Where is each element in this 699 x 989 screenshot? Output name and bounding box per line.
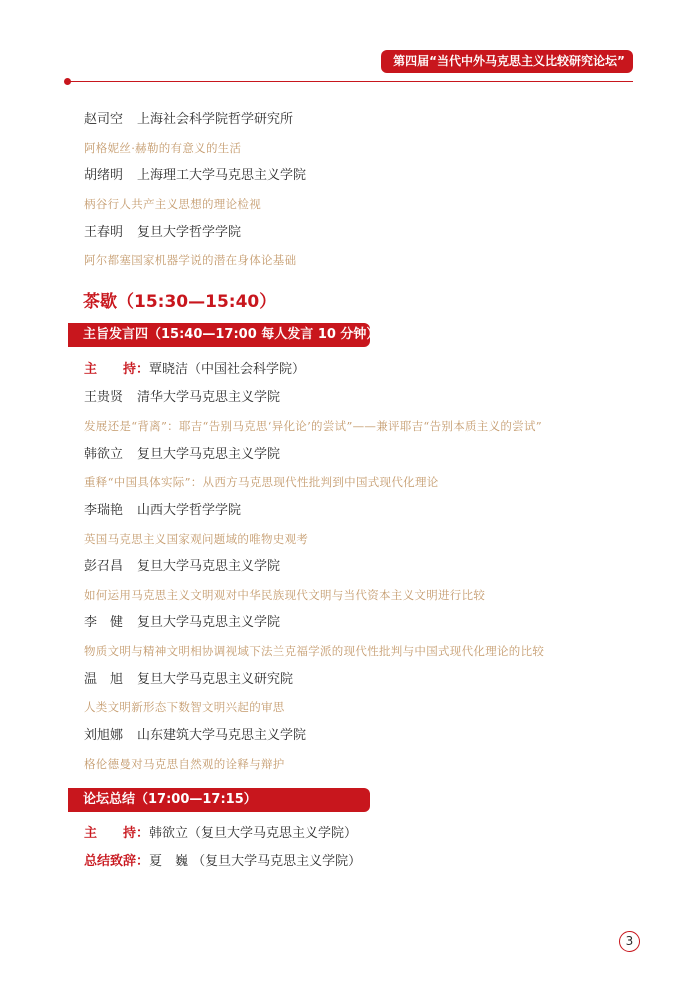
talk-topic: 如何运用马克思主义文明观对中华民族现代文明与当代资本主义文明进行比较 — [84, 588, 486, 602]
speaker-line — [84, 728, 306, 744]
speaker-name: 赵司空 — [84, 112, 124, 127]
speaker-name: 刘旭娜 — [84, 728, 124, 743]
speaker-name: 李瑞艳 — [84, 503, 124, 518]
speaker-name: 胡绪明 — [84, 168, 124, 183]
header-rule — [68, 81, 633, 82]
summary-chair-line — [84, 826, 357, 842]
closing-value: 夏 巍 （复旦大学马克思主义学院） — [149, 854, 362, 869]
talk-topic: 发展还是“背离”：耶吉“告别马克思‘异化论’的尝试”——兼评耶吉“告别本质主义的尝试” — [84, 419, 542, 433]
speaker-name: 彭召昌 — [84, 559, 124, 574]
speaker-affiliation: 山东建筑大学马克思主义学院 — [137, 728, 307, 743]
closing-label: 总结致辞： — [84, 854, 150, 869]
speaker-line — [84, 615, 280, 631]
speaker-name: 王春明 — [84, 225, 124, 240]
chair-value: 覃晓洁（中国社会科学院） — [149, 362, 306, 377]
chair-label: 主 持： — [84, 826, 150, 841]
speaker-affiliation: 上海社会科学院哲学研究所 — [137, 112, 294, 127]
speaker-line — [84, 672, 293, 688]
speaker-affiliation: 复旦大学马克思主义学院 — [137, 559, 281, 574]
talk-topic: 物质文明与精神文明相协调视域下法兰克福学派的现代性批判与中国式现代化理论的比较 — [84, 644, 545, 658]
talk-topic: 阿尔都塞国家机器学说的潜在身体论基础 — [84, 253, 297, 267]
talk-topic: 重释“中国具体实际”：从西方马克思现代性批判到中国式现代化理论 — [84, 475, 439, 489]
speaker-line — [84, 390, 280, 406]
closing-remarks-line — [84, 854, 361, 870]
speaker-line — [84, 503, 241, 519]
chair-value: 韩欲立（复旦大学马克思主义学院） — [149, 826, 358, 841]
speaker-line — [84, 559, 280, 575]
speaker-affiliation: 上海理工大学马克思主义学院 — [137, 168, 307, 183]
speaker-affiliation: 复旦大学马克思主义学院 — [137, 447, 281, 462]
summary-title-bar: 论坛总结（17:00—17:15） — [68, 788, 370, 812]
chair-label: 主 持： — [84, 362, 150, 377]
header-title: 第四届“当代中外马克思主义比较研究论坛” — [381, 50, 633, 73]
speaker-line — [84, 225, 241, 241]
tea-break-title: 茶歇（15:30—15:40） — [83, 292, 277, 312]
talk-topic: 柄谷行人共产主义思想的理论检视 — [84, 197, 261, 211]
speaker-line — [84, 112, 293, 128]
page-number: 3 — [619, 931, 640, 952]
speaker-name: 韩欲立 — [84, 447, 124, 462]
talk-topic: 阿格妮丝·赫勒的有意义的生活 — [84, 141, 242, 155]
speaker-affiliation: 复旦大学马克思主义学院 — [137, 615, 281, 630]
talk-topic: 英国马克思主义国家观问题域的唯物史观考 — [84, 532, 309, 546]
speaker-name: 李 健 — [84, 615, 124, 630]
speaker-name: 王贵贤 — [84, 390, 124, 405]
speaker-affiliation: 复旦大学哲学学院 — [137, 225, 242, 240]
chair-line — [84, 362, 305, 378]
speaker-line — [84, 447, 280, 463]
talk-topic: 格伦德曼对马克思自然观的诠释与辩护 — [84, 757, 285, 771]
speaker-affiliation: 山西大学哲学学院 — [137, 503, 242, 518]
speaker-line — [84, 168, 306, 184]
session-title-bar: 主旨发言四（15:40—17:00 每人发言 10 分钟） — [68, 323, 370, 347]
speaker-name: 温 旭 — [84, 672, 124, 687]
speaker-affiliation: 清华大学马克思主义学院 — [137, 390, 281, 405]
speaker-affiliation: 复旦大学马克思主义研究院 — [137, 672, 294, 687]
talk-topic: 人类文明新形态下数智文明兴起的审思 — [84, 700, 285, 714]
